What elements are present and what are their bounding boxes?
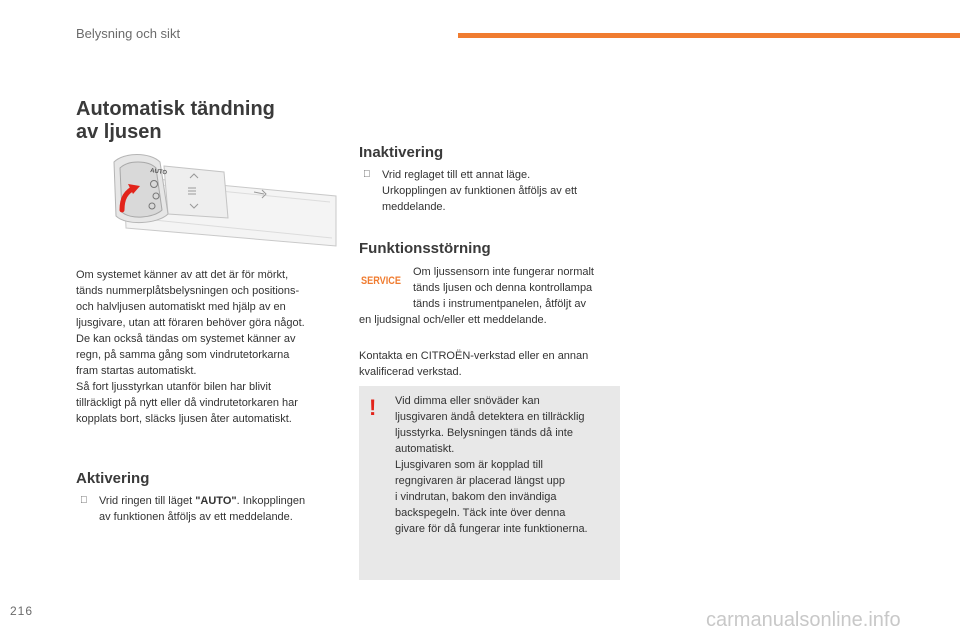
funktionsstorning-heading: Funktionsstörning (359, 240, 491, 257)
aktivering-text-line-2: av funktionen åtföljs av ett meddelande. (99, 511, 293, 523)
intro-line: regn, på samma gång som vindrutetorkarna (76, 349, 290, 361)
warning-exclamation-icon: ! (369, 395, 377, 420)
aktivering-step (80, 493, 342, 525)
ring-auto-label: AUTO (149, 168, 168, 177)
warning-line: ljusstyrka. Belysningen tänds då inte (395, 427, 573, 439)
intro-line: Så fort ljusstyrkan utanför bilen har blivit (76, 381, 272, 393)
intro-line: och halvljusen automatiskt med hjälp av en (76, 301, 286, 313)
bullet-icon (80, 493, 88, 509)
warning-line: ljusgivaren ändå detektera en tillräcklig (395, 411, 585, 423)
contact-line: kvalificerad verkstad. (359, 366, 462, 378)
aktivering-text-pre: Vrid ringen till läget (99, 495, 196, 507)
funktionsstorning-line: tänds ljusen och denna kontrollampa (413, 282, 593, 294)
warning-line: i vindrutan, bakom den invändiga (395, 491, 557, 503)
inaktivering-line: meddelande. (382, 201, 446, 213)
aktivering-heading: Aktivering (76, 470, 150, 487)
warning-line: Vid dimma eller snöväder kan (395, 395, 540, 407)
page-title (76, 98, 275, 144)
intro-line: ljusgivare, utan att föraren behöver göra något. (76, 317, 305, 329)
warning-line: automatiskt. (395, 443, 455, 455)
page-number: 216 (10, 604, 34, 618)
inaktivering-step (363, 167, 613, 215)
intro-line: De kan också tändas om systemet känner av (76, 333, 296, 345)
inaktivering-heading: Inaktivering (359, 144, 444, 161)
warning-line: givare för då fungerar inte funktionerna. (395, 523, 588, 535)
service-badge-label: SERVICE (361, 275, 401, 287)
bullet-icon (363, 167, 371, 183)
header-accent-bar (458, 33, 960, 38)
funktionsstorning-line: tänds i instrumentpanelen, åtföljt av (413, 298, 587, 310)
service-warning-lamp-icon (360, 271, 402, 289)
watermark: carmanualsonline.info (706, 609, 901, 631)
page-header-title: Belysning och sikt (76, 26, 181, 41)
intro-line: tänds nummerplåtsbelysningen och positions- (76, 285, 300, 297)
contact-line: Kontakta en CITROËN-verkstad eller en annan (359, 350, 589, 362)
intro-line: tillräckligt på nytt eller då vindrutetorkaren har (76, 397, 298, 409)
aktivering-text-post: . Inkopplingen (236, 495, 306, 507)
intro-line: Om systemet känner av att det är för mörkt, (76, 269, 289, 281)
aktivering-text (80, 493, 342, 509)
intro-line: fram startas automatiskt. (76, 365, 197, 377)
warning-line: regngivaren är placerad längst upp (395, 475, 566, 487)
inaktivering-line: Vrid reglaget till ett annat läge. (382, 169, 531, 181)
light-stalk-illustration (104, 148, 336, 258)
warning-line: Ljusgivaren som är kopplad till (395, 459, 543, 471)
warning-line: backspegeln. Täck inte över denna (395, 507, 566, 519)
intro-line: kopplats bort, släcks ljusen åter automatiskt. (76, 413, 292, 425)
funktionsstorning-line: en ljudsignal och/eller ett meddelande. (359, 314, 547, 326)
page-title-line-2: av ljusen (76, 121, 162, 143)
page-title-line-1: Automatisk tändning (76, 98, 275, 120)
auto-position-label: "AUTO" (195, 495, 237, 507)
inaktivering-line: Urkopplingen av funktionen åtföljs av ett (382, 185, 578, 197)
funktionsstorning-line: Om ljussensorn inte fungerar normalt (413, 266, 594, 278)
